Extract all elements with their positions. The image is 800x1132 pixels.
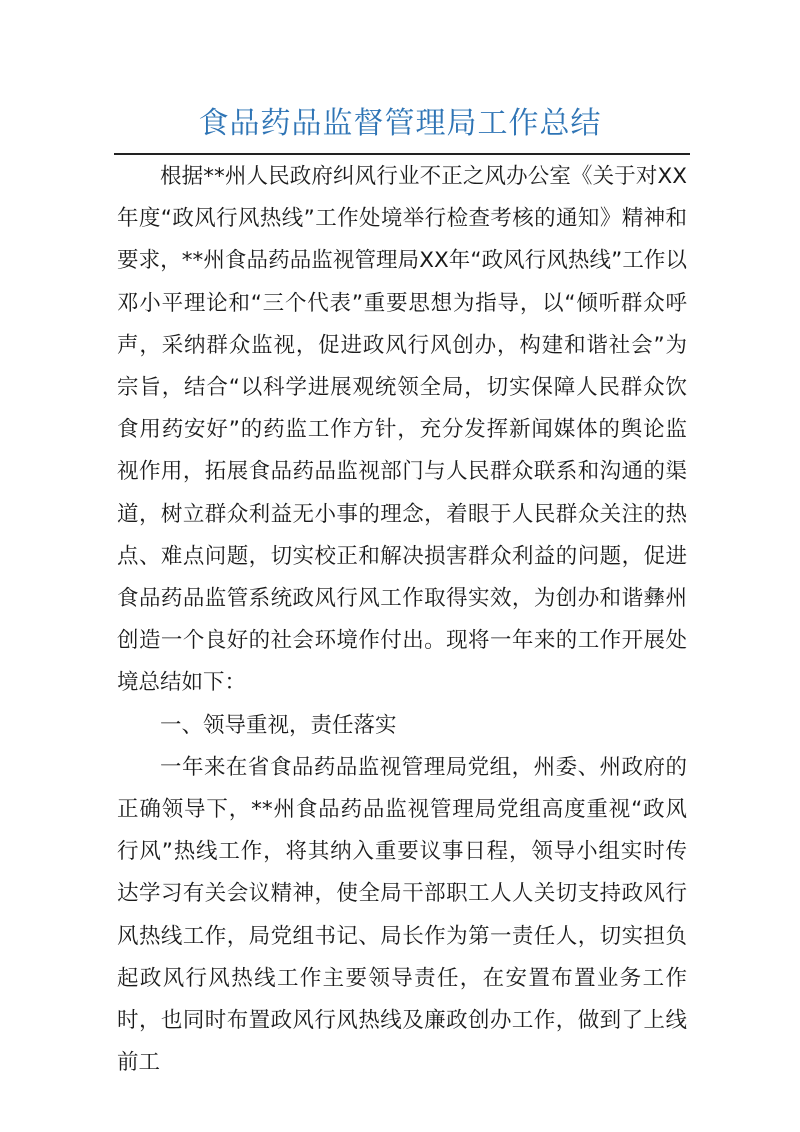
document-title: 食品药品监督管理局工作总结 — [198, 106, 602, 141]
section-heading: 一、领导重视，责任落实 — [160, 712, 397, 738]
title-underline — [114, 153, 690, 155]
document-body — [117, 156, 687, 1084]
paragraph-section-1: 一年来在省食品药品监视管理局党组，州委、州政府的正确领导下，**州食品药品监视管理局党组高度重视“政风行风”热线工作，将其纳入重要议事日程，领导小组实时传达学习有关会议精神，使全局干部职工人人关切支持政风行风热线工作，局党组书记、局长作为第一责任人，切实担负起政风行风热线工作主要领导责任，在安置布置业务工作时，也同时布置政风行风热线及廉政创办工作，做到了上线前工 — [117, 754, 687, 1076]
paragraph-intro: 根据**州人民政府纠风行业不正之风办公室《关于对XX年度“政风行风热线”工作处境举行检查考核的通知》精神和要求，**州食品药品监视管理局XX年“政风行风热线”工作以邓小平理论和“三个代表”重要思想为指导，以“倾听群众呼声，采纳群众监视，促进政风行风创办，构建和谐社会”为宗旨，结合“以科学进展观统领全局，切实保障人民群众饮食用药安好”的药监工作方针，充分发挥新闻媒体的舆论监视作用，拓展食品药品监视部门与人民群众联系和沟通的渠道，树立群众利益无小事的理念，着眼于人民群众关注的热点、难点问题，切实校正和解决损害群众利益的问题，促进食品药品监管系统政风行风工作取得实效，为创办和谐彝州创造一个良好的社会环境作付出。现将一年来的工作开展处境总结如下： — [117, 164, 687, 696]
